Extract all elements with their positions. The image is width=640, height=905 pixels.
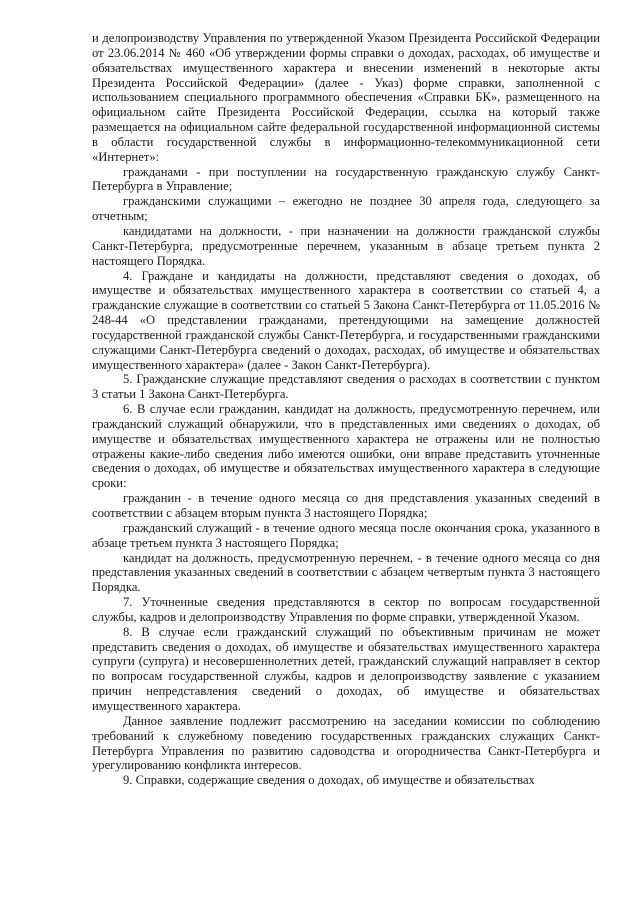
paragraph-civil-servants: гражданскими служащими – ежегодно не позднее 30 апреля года, следующего за отчетным; <box>92 194 600 224</box>
paragraph-commission: Данное заявление подлежит рассмотрению на заседании комиссии по соблюдению требований к служебному поведению государственных гражданских служащих Санкт-Петербурга Управления по развитию садоводства и огородничества Санкт-Петербурга и урегулированию конфликта интересов. <box>92 713 600 773</box>
paragraph-item-9: 9. Справки, содержащие сведения о доходах, об имуществе и обязательствах <box>123 773 535 788</box>
paragraph-item-6-candidate: кандидат на должность, предусмотренную перечнем, - в течение одного месяца со дня представления указанных сведений в соответствии с абзацем четвертым пункта 3 настоящего Порядка. <box>92 550 600 595</box>
paragraph-item-6: 6. В случае если гражданин, кандидат на должность, предусмотренную перечнем, или гражданский служащий обнаружили, что в представленных ими сведениях о доходах, об имуществе и обязательствах имущественного характера не отражены или не полностью отражены какие-либо сведения либо имеются ошибки, они вправе представить уточненные сведения о доходах, об имуществе и обязательствах имущественного характера в следующие сроки: <box>92 402 600 491</box>
document-body <box>92 31 600 788</box>
paragraph-citizens: гражданами - при поступлении на государственную гражданскую службу Санкт-Петербурга в Управление; <box>92 164 600 194</box>
paragraph-item-6-servant: гражданский служащий - в течение одного месяца после окончания срока, указанного в абзаце третьем пункта 3 настоящего Порядка; <box>92 520 600 550</box>
paragraph-item-5: 5. Гражданские служащие представляют сведения о расходах в соответствии с пунктом 3 статьи 1 Закона Санкт-Петербурга. <box>92 372 600 402</box>
paragraph-item-8: 8. В случае если гражданский служащий по объективным причинам не может представить сведения о доходах, об имуществе и обязательствах имущественного характера супруги (супруга) и несовершеннолетних детей, гражданский служащий направляет в сектор по вопросам государственной службы, кадров и делопроизводству заявление с указанием причин непредставления сведений о доходах, об имуществе и обязательствах имущественного характера. <box>92 624 600 713</box>
paragraph-item-6-citizen: гражданин - в течение одного месяца со дня представления указанных сведений в соответствии с абзацем вторым пункта 3 настоящего Порядка; <box>92 491 600 520</box>
paragraph-intro: и делопроизводству Управления по утвержденной Указом Президента Российской Федерации от 23.06.2014 № 460 «Об утверждении формы справки о доходах, расходах, об имуществе и обязательствах имущественного характера и внесении изменений в некоторые акты Президента Российской Федерации» (далее - Указ) форме справки, заполненной с использованием специального программного обеспечения «Справки БК», размещенного на официальном сайте Президента Российской Федерации, ссылка на который также размещается на официальном сайте федеральной государственной информационной системы в области государственной службы в информационно-телекоммуникационной сети «Интернет»: <box>92 31 600 164</box>
paragraph-item-4: 4. Граждане и кандидаты на должности, представляют сведения о доходах, об имуществе и обязательствах имущественного характера в соответствии со статьей 4, а гражданские служащие в соответствии со статьей 5 Закона Санкт-Петербурга от 11.05.2016 № 248-44 «О представлении гражданами, претендующими на замещение должностей государственной гражданской службы Санкт-Петербурга, и государственными гражданскими служащими Санкт-Петербурга сведений о доходах, расходах, об имуществе и обязательствах имущественного характера» (далее - Закон Санкт-Петербурга). <box>92 268 600 372</box>
paragraph-candidates: кандидатами на должности, - при назначении на должности гражданской службы Санкт-Петербурга, предусмотренные перечнем, указанным в абзаце третьем пункта 2 настоящего Порядка. <box>92 223 600 268</box>
paragraph-item-7: 7. Уточненные сведения представляются в сектор по вопросам государственной службы, кадров и делопроизводству Управления по форме справки, утвержденной Указом. <box>92 595 600 624</box>
